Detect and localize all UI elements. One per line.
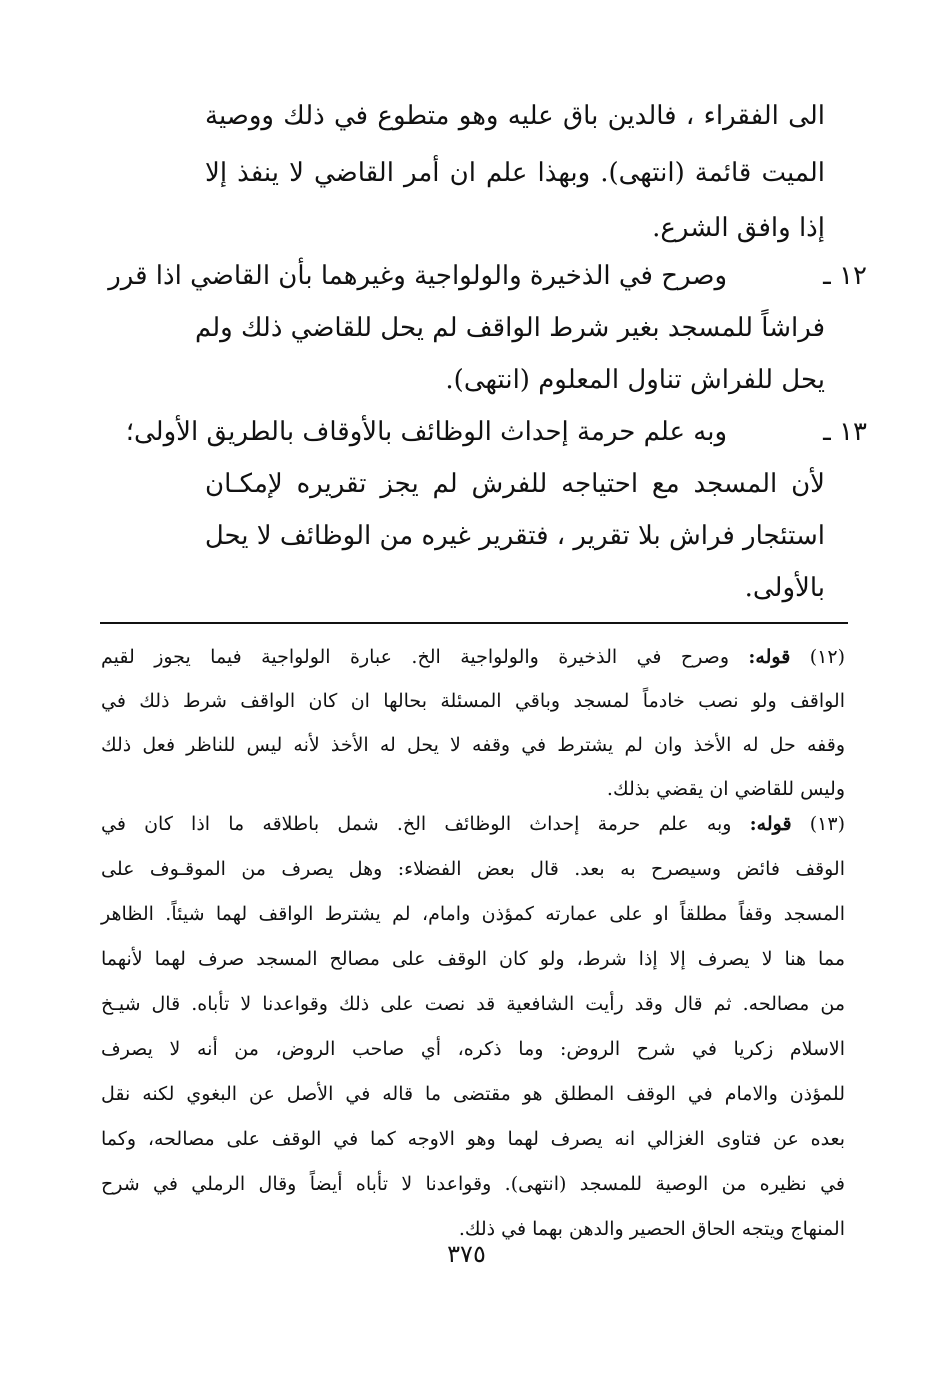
- item-13-line: بالأولى.: [744, 573, 825, 603]
- footnote-13-line: المسجد وقفاً مطلقاً او على عمارته كمؤذن وامام، لم يشترط الواقف لهما شيئاً. الظاهر: [101, 903, 845, 925]
- footnote-12-line: وقفه حل له الأخذ وان لم يشترط في وقفه لا يحل له الأخذ لأنه ليس للناظر فعل ذلك: [101, 734, 845, 756]
- item-12-line: وصرح في الذخيرة والولواجية وغيرهما بأن القاضي اذا قرر: [108, 261, 727, 291]
- item-13-line: لأن المسجد مع احتياجه للفرش لم يجز تقريره لإمكـان: [205, 469, 825, 499]
- footnote-text: وبه علم حرمة إحداث الوظائف الخ. شمل باطلاقه ما اذا كان في: [101, 813, 732, 835]
- footnote-12-line: الواقف ولو نصب خادماً لمسجد وباقي المسئلة بحالها ان كان الواقف شرط ذلك في: [101, 690, 845, 712]
- footnote-13-line: بعده عن فتاوى الغزالي انه يصرف لهما وهو الاوجه كما في الوقف على مصالحه، وكما: [101, 1128, 845, 1150]
- main-text-line: الى الفقراء ، فالدين باق عليه وهو متطوع في ذلك ووصية: [205, 101, 825, 131]
- footnote-12-line: [101, 636, 845, 679]
- footnote-13-line: الوقف فائض وسيصرح به بعد. قال بعض الفضلاء: وهل يصرف من الموقـوف على: [101, 858, 845, 880]
- footnote-13-line: المنهاج ويتجه الحاق الحصير والدهن بهما في ذلك.: [458, 1218, 845, 1240]
- footnote-13-line: من مصالحه. ثم قال وقد رأيت الشافعية قد نصت على ذلك وقواعدنا لا تأباه. قال شيـخ: [101, 993, 845, 1015]
- footnote-marker: (١٢): [809, 646, 845, 668]
- footnote-separator: [100, 622, 848, 624]
- item-12-line: يحل للفراش تناول المعلوم (انتهى).: [445, 365, 825, 395]
- footnote-13-line: مما هنا لا يصرف إلا إذا شرط، ولو كان الوقف على مصالح المسجد صرف لهما لأنهما: [101, 948, 845, 970]
- item-13-line: استئجار فراش بلا تقرير ، فتقرير غيره من الوظائف لا يحل: [204, 521, 825, 551]
- item-12-line: فراشاً للمسجد بغير شرط الواقف لم يحل للقاضي ذلك ولم: [194, 313, 825, 343]
- footnote-text: وصرح في الذخيرة والولواجية الخ. عبارة الولواجية فيما يجوز لقيم: [101, 646, 729, 668]
- footnote-13-line: للمؤذن والامام في الوقف المطلق هو مقتضى ما قاله في الأصل عن البغوي لكنه نقل: [101, 1083, 845, 1105]
- main-text-line: الميت قائمة (انتهى). وبهذا علم ان أمر القاضي لا ينفذ إلا: [205, 158, 825, 188]
- footnote-13-line: الاسلام زكريا في شرح الروض: وما ذكره، أي صاحب الروض، من أنه لا يصرف: [101, 1038, 845, 1060]
- footnote-marker: (١٣): [809, 813, 845, 835]
- item-13-line: وبه علم حرمة إحداث الوظائف بالأوقاف بالطريق الأولى؛: [125, 417, 727, 447]
- footnote-keyword: قوله:: [749, 813, 792, 835]
- page-number: ٣٧٥: [447, 1240, 486, 1268]
- footnote-12-line: وليس للقاضي ان يقضي بذلك.: [606, 778, 845, 800]
- item-number-13: ١٣ ـ: [823, 417, 867, 447]
- footnote-13-line: في نظيره من الوصية للمسجد (انتهى). وقواعدنا لا تأباه أيضاً وقال الرملي في شرح: [101, 1173, 845, 1195]
- footnote-13-line: [101, 803, 845, 846]
- main-text-line: إذا وافق الشرع.: [652, 213, 825, 243]
- item-number-12: ١٢ ـ: [823, 261, 867, 291]
- footnote-keyword: قوله:: [748, 646, 791, 668]
